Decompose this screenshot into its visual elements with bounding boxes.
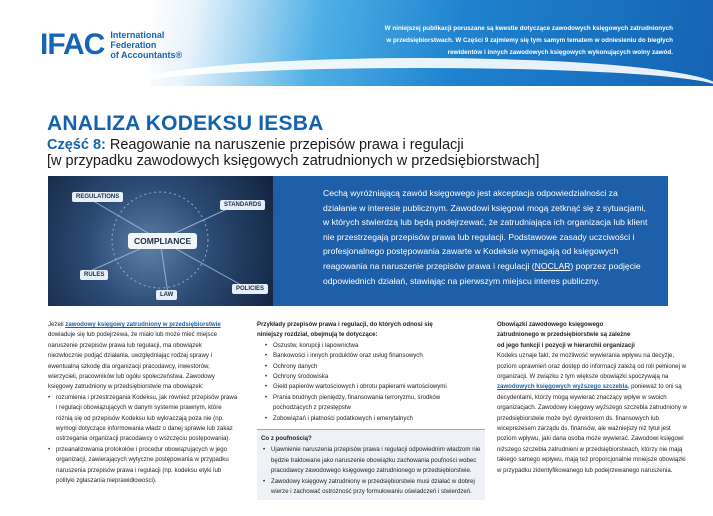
list-item: • rozumienia i przestrzegania Kodeksu, jak również przepisów prawa i regulacji obowiązujących w danym systemie prawnym, które różnią się od przepisów Kodeksu lub wykraczają poza nie (np. wymogi dotyczące informowania władz o danej sprawie lub zakaz ostrzegania organizacji pracodawcy o wszczęciu postępowania).	[48, 393, 238, 445]
list-item-text: Prania brudnych pieniędzy, finansowania terroryzmu, środków	[273, 393, 441, 401]
intro-line3: rewidentów i innych zawodowych księgowych wykonujących wolny zawód.	[447, 49, 673, 56]
col3-text-before: Kodeks uznaje fakt, że możliwość wywierania wpływu na decyzje, poziom uprawnień oraz dostęp do informacji zależą od roli pełnionej w organizacji. W związku z tym większe obowiązki spoczywają na	[497, 352, 687, 381]
intro-line1: W niniejszej publikacji poruszane są kwestie dotyczące zawodowych księgowych zatrudnionych	[384, 25, 673, 32]
list-item: • Ochrony danych	[257, 362, 485, 372]
col2-heading-line2: niniejszy rozdział, obejmują te dotyczące:	[257, 331, 378, 339]
hero-section	[48, 176, 668, 306]
hero-image	[48, 176, 273, 306]
node-compliance: COMPLIANCE	[128, 233, 197, 249]
col3-paragraph	[497, 351, 687, 476]
node-policies: POLICIES	[232, 284, 268, 294]
noclar-link[interactable]: NOCLAR	[534, 260, 571, 271]
list-item: • Oszustw, korupcji i łapownictwa	[257, 341, 485, 351]
column-2	[257, 320, 485, 500]
col3-heading	[497, 320, 687, 351]
list-item: • Ochrony środowiska	[257, 372, 485, 382]
col1-paragraph	[48, 320, 238, 393]
box-list	[261, 445, 481, 497]
senior-pait-link[interactable]: zawodowych księgowych wyższego szczebla	[497, 383, 628, 391]
intro-line2: w przedsiębiorstwach. W Części 9 zajmiemy się tym samym tematem w odniesieniu do biegłych	[386, 37, 673, 44]
node-rules: RULES	[80, 270, 108, 280]
col2-heading	[257, 320, 485, 341]
col1-text-after: dowiaduje się lub podejrzewa, że miało lub może mieć miejsce naruszenie przepisów prawa lub regulacji, ma obowiązek niezwłocznie podjąć działania, uwzględniając rodzaj sprawy i ewentualną szkodę dla organizacji pracodawcy, inwestorów, wierzycieli, pracowników lub ogółu społeczeństwa. Zawodowy księgowy zatrudniony w przedsiębiorstwie ma obowiązek:	[48, 331, 218, 391]
list-item: • Zawodowy księgowy zatrudniony w przedsiębiorstwie musi działać w dobrej wierze i zachować ostrożność przy formułowaniu oświadczeń i stwierdzeń.	[261, 477, 481, 498]
header-intro	[343, 23, 673, 59]
list-item-continuation: pochodzących z przestępstw	[273, 404, 351, 412]
logo-line1: International	[110, 30, 165, 40]
list-item: • Zobowiązań i płatności podatkowych i emerytalnych	[257, 414, 485, 424]
node-regulations: REGULATIONS	[72, 192, 123, 202]
pait-link[interactable]: zawodowy księgowy zatrudniony w przedsiębiorstwie	[65, 321, 221, 328]
page-subtitle	[47, 137, 539, 169]
hero-text	[273, 176, 668, 306]
column-1	[48, 320, 238, 487]
col2-heading-line1: Przykłady przepisów prawa i regulacji, do których odnosi się	[257, 321, 433, 328]
node-law: LAW	[156, 290, 177, 300]
column-3	[497, 320, 687, 476]
part-label: Część 8:	[47, 137, 106, 153]
logo-mark: IFAC	[40, 28, 105, 61]
ifac-logo[interactable]	[40, 28, 182, 62]
hero-text-before: Cechą wyróżniającą zawód księgowego jest akceptacja odpowiedzialności za działanie w interesie publicznym. Zawodowi księgowi mogą zetknąć się z sytuacjami, w których stwierdzą lub będą podejrzewać, że zatrudniająca ich organizacja lub klient nie przestrzegają przepisów prawa lub regulacji. Podstawowe zasady uczciwości i profesjonalnego postępowania zawarte w Kodeksie wymagają od księgowych reagowania na naruszenie przepisów prawa i regulacji (	[323, 188, 648, 271]
hero-text-after: ) poprzez podjęcie odpowiednich działań, stawiając na pierwszym miejscu interes publiczny.	[323, 260, 641, 286]
subtitle-line1: Reagowanie na naruszenie przepisów prawa i regulacji	[105, 137, 464, 153]
col3-heading-line2: zatrudnionego w przedsiębiorstwie są zależne	[497, 331, 631, 339]
list-item: • Ujawnienie naruszenia przepisów prawa i regulacji odpowiednim władzom nie będzie traktowane jako naruszenie obowiązku zachowania poufności wobec pracodawcy zawodowego księgowego zatrudnionego w przedsiębiorstwie.	[261, 445, 481, 476]
list-item: • przeanalizowania protokołów i procedur obowiązujących w jego organizacji, zawierających wytyczne postępowania w przypadku naruszenia przepisów prawa i regulacji (np. kodeksu etyki lub polityki zgłaszania nieprawidłowości).	[48, 445, 238, 487]
col3-heading-line3: od jego funkcji i pozycji w hierarchii organizacji	[497, 341, 635, 349]
box-title: Co z poufnością?	[261, 435, 312, 443]
subtitle-line2: [w przypadku zawodowych księgowych zatrudnionych w przedsiębiorstwach]	[47, 153, 540, 169]
list-item	[257, 393, 485, 414]
col3-heading-line1: Obowiązki zawodowego księgowego	[497, 321, 604, 328]
list-item: • Giełd papierów wartościowych i obrotu papierami wartościowymi	[257, 382, 485, 392]
col3-text-after: , ponieważ to oni są decydentami, którzy mogą wywierać znaczący wpływ w swoich organizacjach. Zawodowy księgowy wyższego szczebla zatrudniony w przedsiębiorstwie może być dyrektorem ds. finansowych lub wiceprezesem zarządu ds. finansów, ale ważniejszy niż tytuł jest poziom wpływu, jaki dana osoba może wywierać. Zawodowi księgowi niższego szczebla zatrudnieni w przedsiębiorstwach, którzy nie mają takiego samego wpływu, mają też proporcjonalnie mniejsze obowiązki w przypadku zidentyfikowanego lub podejrzewanego naruszenia.	[497, 383, 688, 474]
col1-text-before: Jeżeli	[48, 321, 66, 328]
node-standards: STANDARDS	[220, 200, 265, 210]
logo-line2: Federation	[110, 40, 157, 50]
col1-list	[48, 393, 238, 487]
header	[0, 0, 713, 90]
list-item: • Bankowości i innych produktów oraz usług finansowych	[257, 351, 485, 361]
logo-line3: of Accountants®	[110, 50, 183, 60]
page-title: ANALIZA KODEKSU IESBA	[47, 112, 324, 135]
col2-list	[257, 341, 485, 424]
confidentiality-box	[257, 429, 485, 499]
logo-text	[110, 30, 182, 60]
